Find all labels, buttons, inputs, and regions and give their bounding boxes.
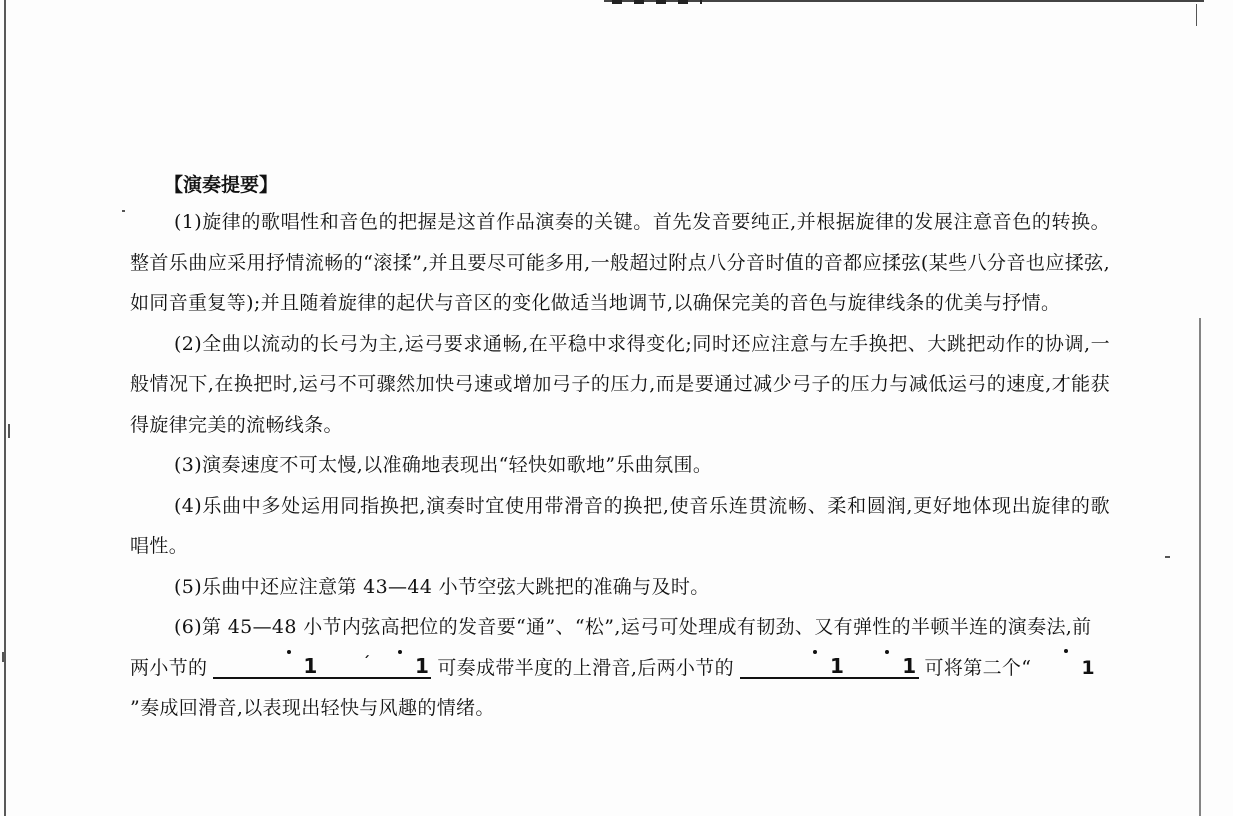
paragraph-1: (1)旋律的歌唱性和音色的把握是这首作品演奏的关键。首先发音要纯正,并根据旋律的发展注意音色的转换。整首乐曲应采用抒情流畅的“滚揉”,并且要尽可能多用,一般超过附点八分音时值的音都应揉弦(某些八分音也应揉弦,如同音重复等);并且随着旋律的起伏与音区的变化做适当地调节,以确保完美的音色与旋律线条的优美与抒情。 [130,211,1110,314]
paragraph-5: (5)乐曲中还应注意第 43—44 小节空弦大跳把的准确与及时。 [174,575,710,598]
paragraph-6-text-a: (6)第 45—48 小节内弦高把位的发音要“通”、“松”,运弓可处理成有韧劲、又有弹性的半顿半连的演奏法,前两小节的 [130,616,1092,679]
notation-high-note: 1 [858,656,916,676]
paragraph-6-text-d: ”奏成回滑音,以表现出轻快与风趣的情绪。 [130,697,495,719]
scan-speck [8,424,10,438]
scan-top-marks [612,0,702,4]
notation-high-note: 1 [371,656,429,676]
scan-edge-left [4,0,6,816]
paragraph-6 [130,607,1110,729]
music-notation-pair [740,653,919,679]
scan-edge-right-top [1196,4,1197,26]
scan-speck [2,652,4,662]
paragraph-6-text-c: 可将第二个“ [924,656,1032,679]
paragraph-6-text-b: 可奏成带半度的上滑音,后两小节的 [437,656,734,679]
section-heading: 【演奏提要】 [164,174,279,196]
notation-high-note: 1 [786,656,844,676]
paragraph-3: (3)演奏速度不可太慢,以准确地表现出“轻快如歌地”乐曲氛围。 [174,454,713,476]
music-notation-slide-up [213,653,431,679]
paragraph-2: (2)全曲以流动的长弓为主,运弓要求通畅,在平稳中求得变化;同时还应注意与左手换把、大跳把动作的协调,一般情况下,在换把时,运弓不可骤然加快弓速或增加弓子的压力,而是要通过减少弓子的压力与减低运弓的速度,才能获得旋律完美的流畅线条。 [130,332,1110,436]
paragraph-4: (4)乐曲中多处运用同指换把,演奏时宜使用带滑音的换把,使音乐连贯流畅、柔和圆润,更好地体现出旋律的歌唱性。 [130,494,1110,557]
scan-speck [1165,556,1170,558]
notation-slide-mark: ˊ [362,654,371,671]
scan-edge-right [1199,318,1201,816]
notation-high-note: 1 [259,656,317,676]
notation-quoted-high-note: 1 [1037,648,1095,689]
scan-speck [122,210,125,212]
document-body [130,168,1110,729]
